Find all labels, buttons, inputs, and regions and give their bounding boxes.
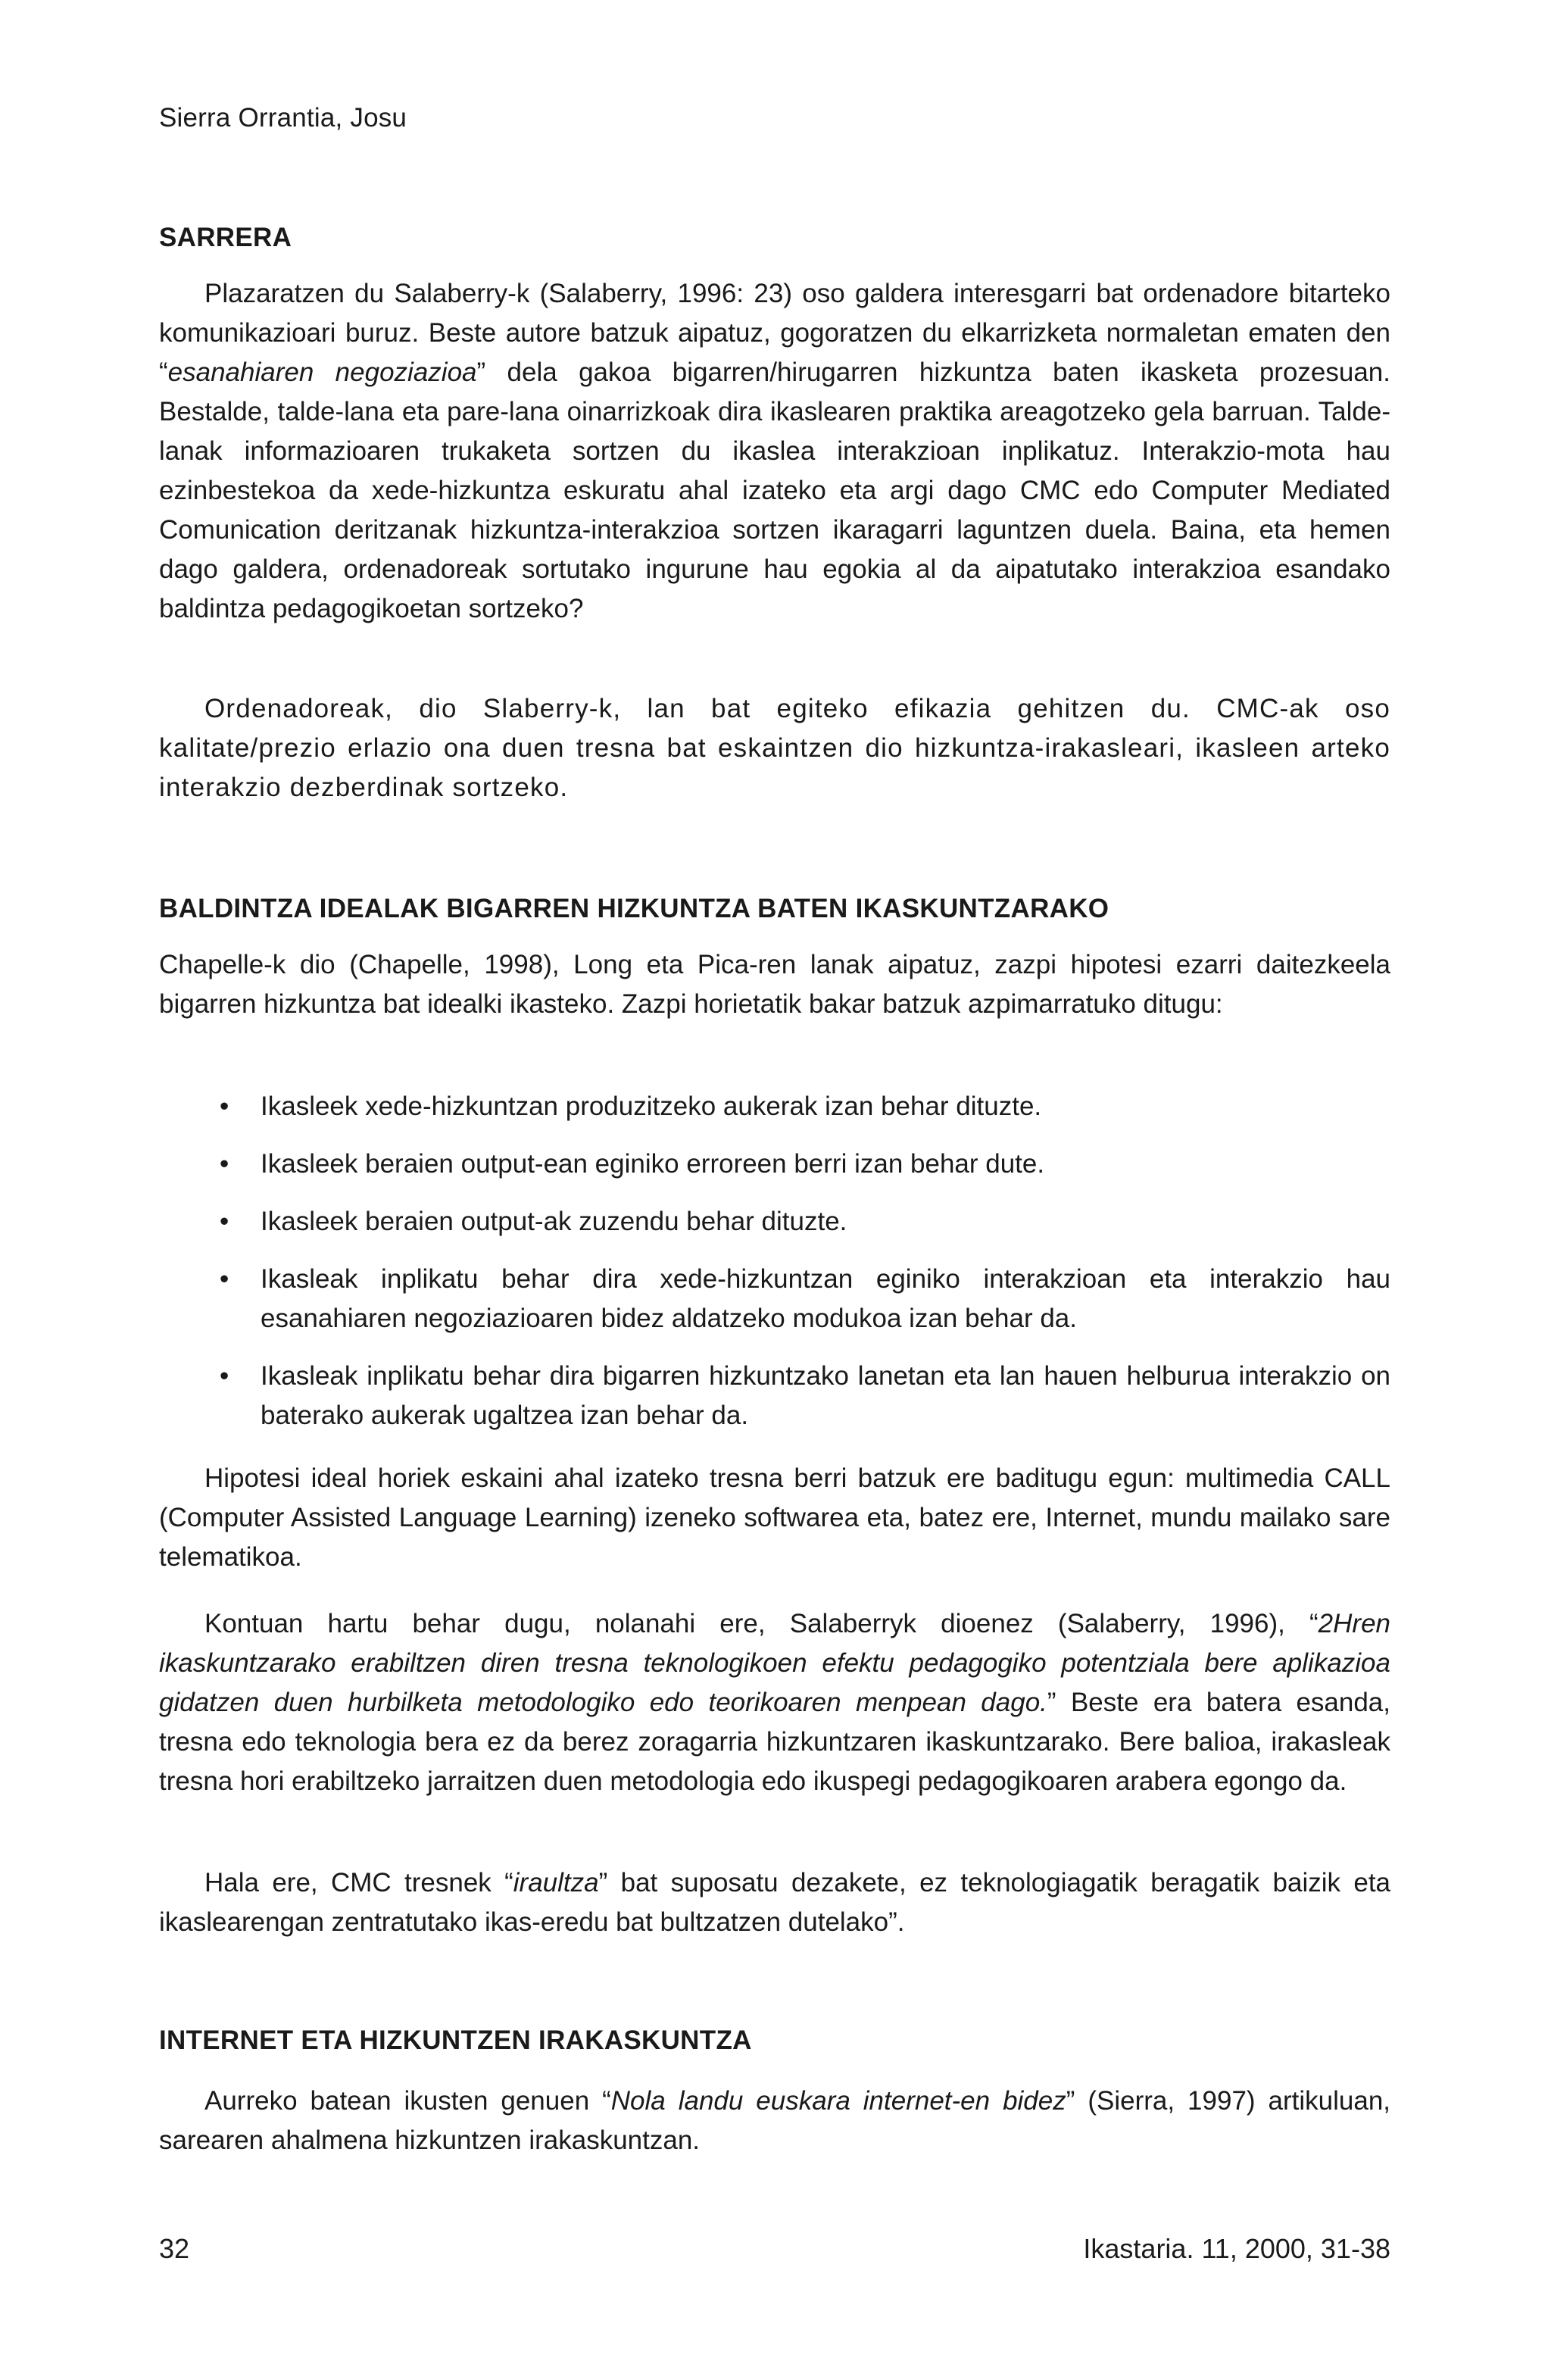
bullet-icon: •: [220, 1264, 229, 1294]
paragraph-baldintza-2: [159, 1459, 1390, 1577]
paragraph-text: ” Beste era batera esanda, tresna edo teknologia bera ez da berez zoragarria hizkuntzaren ikaskuntzarako. Bere balioa, irakasleak tresna hori erabiltzeko jarraitzen duen metodologia edo ikuspegi pedagogikoaren arabera egongo da.: [159, 1688, 1390, 1796]
section-heading-sarrera: SARRERA: [159, 223, 292, 252]
bullet-icon: •: [220, 1207, 229, 1236]
paragraph-text: ” dela gakoa bigarren/hirugarren hizkuntza baten ikasketa prozesuan. Bestalde, talde-lana eta pare-lana oinarrizkoak dira ikaslearen praktika areagotzeko gela barruan. Talde-lanak informazioaren trukaketa sortzen du ikaslea interakzioan inplikatuz. Interakzio-mota hau ezinbestekoa da xede-hizkuntza eskuratu ahal izateko eta argi dago CMC edo Computer Mediated Comunication deritzanak hizkuntza-interakzioa sortzen ikaragarri laguntzen duela. Baina, eta hemen dago galdera, ordenadoreak sortutako ingurune hau egokia al da aipatutako interakzioa esandako baldintza pedagogikoetan sortzeko?: [159, 358, 1390, 623]
paragraph-text: Hala ere, CMC tresnek “: [204, 1868, 513, 1897]
paragraph-baldintza-1: [159, 945, 1390, 1024]
list-item-text: Ikasleak inplikatu behar dira xede-hizkuntzan eginiko interakzioan eta interakzio hau esanahiaren negoziazioaren bidez aldatzeko modukoa izan behar da.: [261, 1264, 1390, 1333]
list-item: [159, 1260, 1390, 1338]
paragraph-baldintza-3: [159, 1604, 1390, 1801]
paragraph-text: Aurreko batean ikusten genuen “: [204, 2086, 611, 2116]
paragraph-text: ” bat suposatu dezakete, ez teknologiagatik beragatik baizik eta ikaslearengan zentratutako ikas-eredu bat bultzatzen dutelako”.: [159, 1868, 1391, 1937]
emphasis-text: 2Hren ikaskuntzarako erabiltzen diren tresna teknologikoen efektu pedagogiko potentziala bere aplikazioa gidatzen duen hurbilketa metodologiko edo teorikoaren menpean dago.: [159, 1609, 1390, 1717]
bullet-icon: •: [220, 1149, 229, 1179]
paragraph-text: Plazaratzen du Salaberry-k (Salaberry, 1996: 23) oso galdera interesgarri bat ordenadore bitarteko komunikazioari buruz. Beste autore batzuk aipatuz, gogoratzen du elkarrizketa normaletan ematen den “: [159, 279, 1390, 387]
journal-citation: Ikastaria. 11, 2000, 31-38: [1083, 2233, 1390, 2264]
paragraph-sarrera-2: [159, 689, 1390, 807]
paragraph-text: Kontuan hartu behar dugu, nolanahi ere, Salaberryk dioenez (Salaberry, 1996), “: [204, 1609, 1319, 1638]
paragraph-baldintza-4: [159, 1863, 1390, 1942]
emphasis-text: esanahiaren negoziazioa: [167, 358, 477, 387]
section-heading-baldintza: BALDINTZA IDEALAK BIGARREN HIZKUNTZA BATEN IKASKUNTZARAKO: [159, 894, 1109, 923]
emphasis-text: iraultza: [513, 1868, 599, 1897]
list-item: [159, 1145, 1390, 1184]
list-item: [159, 1357, 1390, 1435]
emphasis-text: Nola landu euskara internet-en bidez: [610, 2086, 1066, 2116]
list-item-text: Ikasleek beraien output-ean eginiko erroreen berri izan behar dute.: [261, 1149, 1045, 1179]
paragraph-text: Ordenadoreak, dio Slaberry-k, lan bat egiteko efikazia gehitzen du. CMC-ak oso kalitate/prezio erlazio ona duen tresna bat eskaintzen dio hizkuntza-irakasleari, ikasleen arteko interakzio dezberdinak sortzeko.: [159, 694, 1390, 802]
bullet-icon: •: [220, 1361, 229, 1391]
list-item: [159, 1202, 1390, 1242]
list-item: [159, 1087, 1390, 1126]
paragraph-text: ” (Sierra, 1997) artikuluan, sarearen ahalmena hizkuntzen irakaskuntzan.: [159, 2086, 1391, 2155]
paragraph-sarrera-1: [159, 274, 1390, 629]
list-item-text: Ikasleek beraien output-ak zuzendu behar dituzte.: [261, 1207, 847, 1236]
list-item-text: Ikasleak inplikatu behar dira bigarren hizkuntzako lanetan eta lan hauen helburua interakzio on baterako aukerak ugaltzea izan behar da.: [261, 1361, 1390, 1430]
list-item-text: Ikasleek xede-hizkuntzan produzitzeko aukerak izan behar dituzte.: [261, 1092, 1042, 1121]
bullet-icon: •: [220, 1092, 229, 1121]
paragraph-text: Hipotesi ideal horiek eskaini ahal izateko tresna berri batzuk ere baditugu egun: multimedia CALL (Computer Assisted Language Learning) izeneko softwarea eta, batez ere, Internet, mundu mailako sare telematikoa.: [159, 1463, 1390, 1572]
paragraph-text: Chapelle-k dio (Chapelle, 1998), Long eta Pica-ren lanak aipatuz, zazpi hipotesi ezarri daitezkeela bigarren hizkuntza bat idealki ikasteko. Zazpi horietatik bakar batzuk azpimarratuko ditugu:: [159, 950, 1390, 1019]
running-head: Sierra Orrantia, Josu: [159, 103, 407, 133]
hypothesis-list: [159, 1087, 1390, 1435]
section-heading-internet: INTERNET ETA HIZKUNTZEN IRAKASKUNTZA: [159, 2025, 752, 2055]
page-number: 32: [159, 2233, 190, 2264]
paragraph-internet-1: [159, 2082, 1390, 2160]
